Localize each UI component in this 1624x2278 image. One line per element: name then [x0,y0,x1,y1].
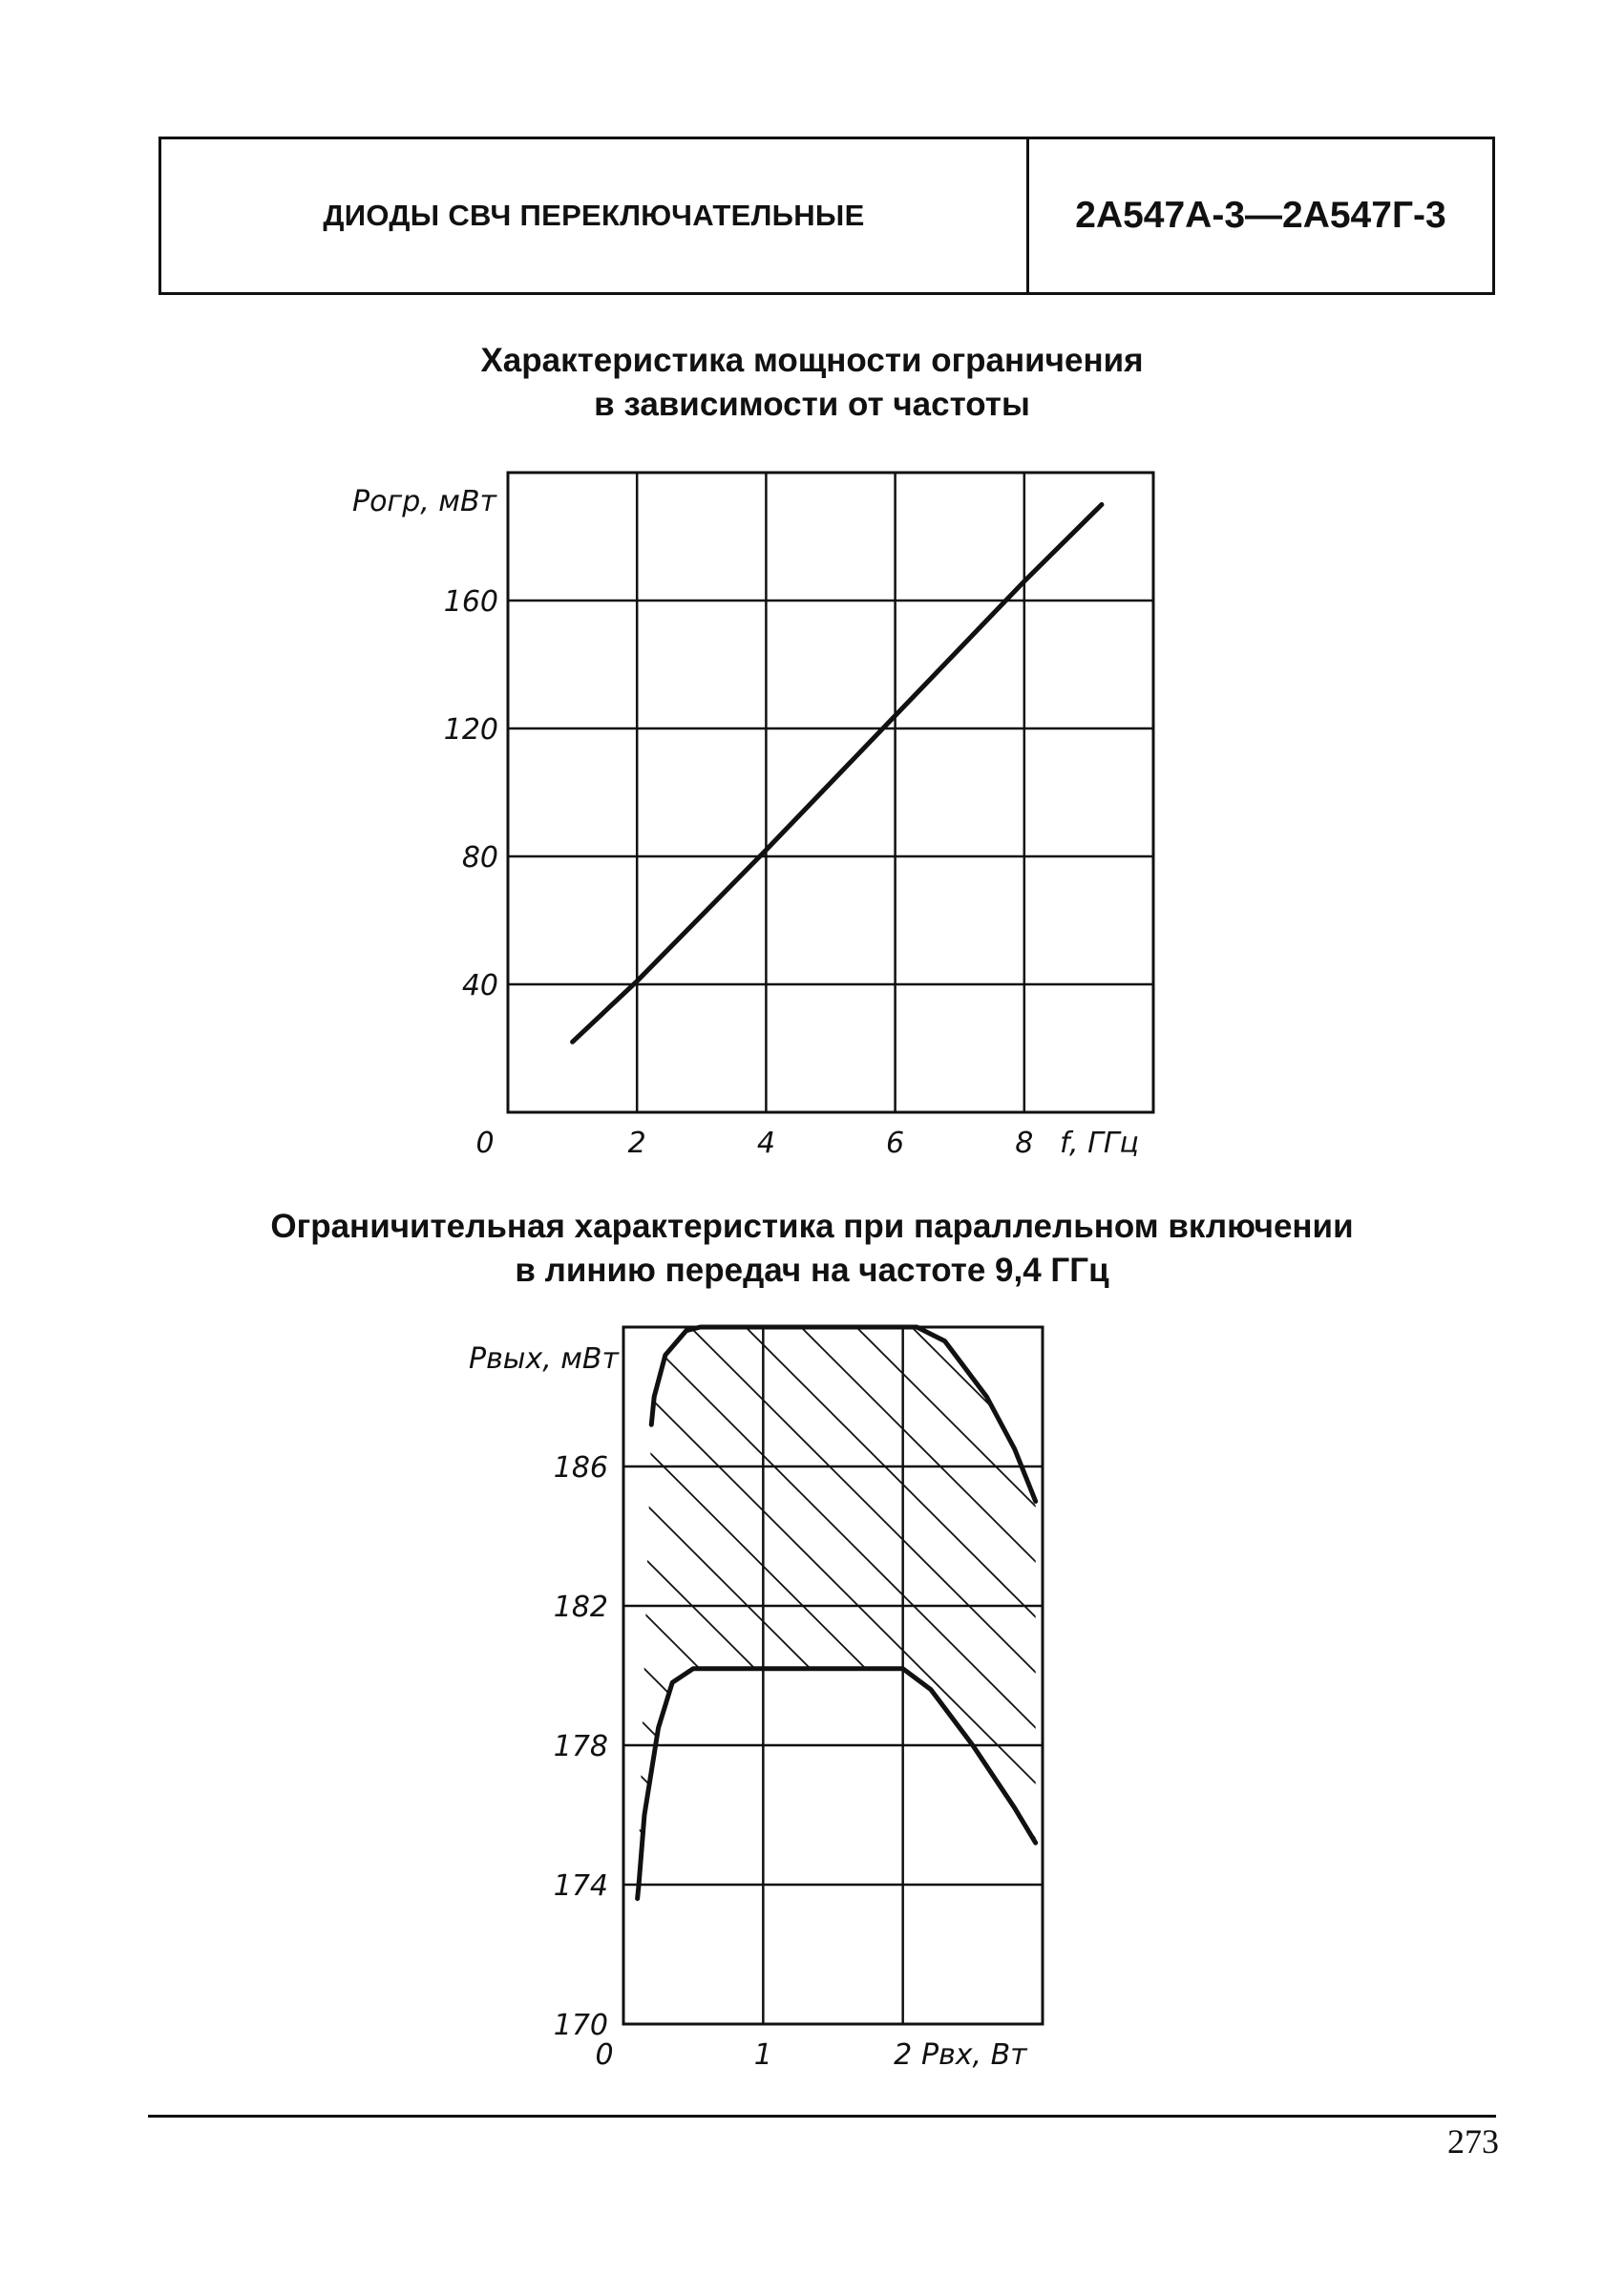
chart2-hatch-line [524,1327,1288,2091]
chart2-hatch-line [413,1327,1177,2091]
chart2-hatch-line [1133,1327,1624,2091]
chart1-y-tick-label: 40 [461,969,498,1002]
chart1-y-tick-label: 80 [461,841,498,875]
chart1-x-tick-label: 4 [756,1127,775,1160]
chart1-title-line-2: в зависимости от частоты [594,386,1030,423]
chart2-hatch-line [303,1327,1066,2091]
chart2-hatch-line [1299,1327,1624,2091]
chart2-hatch-line [1023,1327,1624,2091]
chart2-hatch-line [690,1327,1454,2091]
chart2-hatch-line [0,1327,679,2091]
chart1-x-axis-label: f, ГГц [1060,1127,1139,1160]
chart2-hatch-line [81,1327,845,2091]
chart2-hatch-line [912,1327,1624,2091]
chart2-lower-curve [638,1669,1036,1899]
chart2-hatch-line [1244,1327,1624,2091]
chart2-hatch-line [801,1327,1565,2091]
chart1-title-line-1: Характеристика мощности ограничения [480,342,1144,379]
chart2-hatch-line [635,1327,1399,2091]
chart2-hatching [0,1327,1624,2091]
chart2-y-tick-label: 174 [553,1869,608,1903]
chart2-x-tick-label: 1 [753,2038,772,2072]
chart2-title-line-2: в линию передач на частоте 9,4 ГГц [515,1252,1109,1289]
chart1-origin-label: 0 [475,1127,495,1160]
page-number: 273 [1447,2122,1499,2161]
chart2-hatch-line [1078,1327,1624,2091]
chart2-hatch-line [1189,1327,1624,2091]
chart2-upper-curve [651,1327,1035,1502]
chart2-hatch-line [1355,1327,1624,2091]
chart2-y-tick-label: 182 [553,1591,608,1624]
chart2-hatch-line [192,1327,956,2091]
chart1-y-tick-label: 120 [443,713,498,747]
chart2-hatch-line [137,1327,900,2091]
chart2-hatch-line [0,1327,623,2091]
chart1-x-tick-label: 6 [886,1127,905,1160]
chart2-origin-label: 0 [595,2038,614,2072]
chart2-hatch-line [967,1327,1624,2091]
chart2-hatch-line [1410,1327,1624,2091]
chart2-y-tick-label: 170 [553,2009,608,2042]
header-right-code: 2А547А-3—2А547Г-3 [1075,195,1446,236]
chart2-y-tick-label: 186 [553,1451,608,1485]
chart2-hatch-line [856,1327,1620,2091]
chart2-y-axis-label: Pвых, мВт [469,1342,619,1376]
chart2-hatch-line [746,1327,1509,2091]
chart2-x-axis-label: Pвх, Вт [921,2038,1027,2072]
chart2-x-tick-label: 2 [894,2038,913,2072]
chart1-x-tick-label: 8 [1015,1127,1034,1160]
chart2-hatch-line [247,1327,1011,2091]
chart1-y-axis-label: Pогр, мВт [351,485,496,518]
chart2-title-line-1: Ограничительная характеристика при параллельном включении [270,1208,1354,1245]
chart2-hatch-line [1466,1327,1624,2091]
chart1-x-tick-label: 2 [627,1127,646,1160]
footer-rule [148,2115,1496,2118]
chart2-hatch-line [580,1327,1343,2091]
chart1-y-tick-label: 160 [443,585,498,619]
chart2-hatch-line [469,1327,1233,2091]
chart2-hatch-line [358,1327,1122,2091]
chart2-y-tick-label: 178 [553,1730,608,1763]
header-left-title: ДИОДЫ СВЧ ПЕРЕКЛЮЧАТЕЛЬНЫЕ [323,199,865,232]
chart2-hatch-line [26,1327,790,2091]
